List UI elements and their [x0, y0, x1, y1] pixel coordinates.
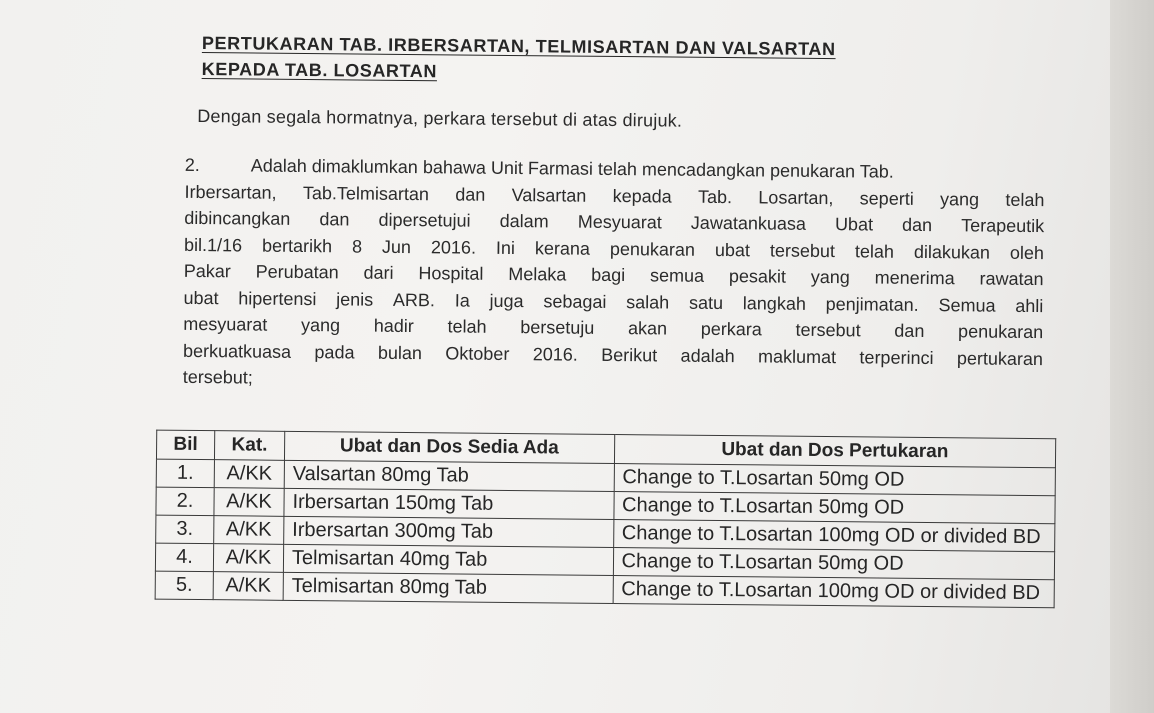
- document-title: [202, 30, 836, 88]
- paragraph-line: dibincangkan dan dipersetujui dalam Mesyuarat Jawatankuasa Ubat dan Terapeutik: [184, 207, 1045, 237]
- paragraph-line: Irbersartan, Tab.Telmisartan dan Valsartan kepada Tab. Losartan, seperti yang telah: [184, 181, 1045, 210]
- paragraph-line: Pakar Perubatan dari Hospital Melaka bagi semua pesakit yang menerima rawatan: [183, 260, 1044, 290]
- paragraph-line: tersebut;: [182, 366, 253, 388]
- cell-kat: A/KK: [214, 516, 284, 545]
- cell-bil: 1.: [156, 459, 214, 488]
- paragraph-line: ubat hipertensi jenis ARB. Ia juga sebagai salah satu langkah penjimatan. Semua ahli: [183, 287, 1044, 316]
- header-bil: Bil: [156, 430, 214, 460]
- cell-replacement: Change to T.Losartan 50mg OD: [613, 491, 1055, 523]
- paragraph-line: bil.1/16 bertarikh 8 Jun 2016. Ini kerana penukaran ubat tersebut telah dilakukan oleh: [183, 234, 1045, 263]
- paragraph-2: [183, 152, 1045, 399]
- cell-bil: 3.: [156, 515, 214, 544]
- cell-current-drug: Valsartan 80mg Tab: [284, 460, 614, 491]
- paragraph-text: Adalah dimaklumkan bahawa Unit Farmasi telah mencadangkan penukaran Tab.: [250, 155, 894, 182]
- cell-kat: A/KK: [214, 460, 284, 489]
- title-line-2: KEPADA TAB. LOSARTAN: [201, 59, 438, 82]
- cell-current-drug: Irbersartan 300mg Tab: [284, 516, 614, 547]
- cell-bil: 2.: [156, 487, 214, 516]
- header-ubat-pertukaran: Ubat dan Dos Pertukaran: [614, 434, 1056, 467]
- cell-bil: 4.: [155, 543, 213, 572]
- cell-replacement: Change to T.Losartan 50mg OD: [613, 547, 1055, 579]
- salutation: Dengan segala hormatnya, perkara tersebut di atas dirujuk.: [197, 105, 683, 131]
- cell-kat: A/KK: [213, 544, 283, 573]
- cell-kat: A/KK: [214, 488, 284, 517]
- cell-bil: 5.: [155, 571, 213, 600]
- conversion-table-wrapper: [155, 430, 1057, 609]
- cell-replacement: Change to T.Losartan 50mg OD: [614, 463, 1056, 495]
- header-kat: Kat.: [214, 431, 284, 461]
- title-line-1: PERTUKARAN TAB. IRBERSARTAN, TELMISARTAN DAN VALSARTAN: [201, 33, 836, 60]
- cell-current-drug: Irbersartan 150mg Tab: [284, 488, 614, 519]
- cell-current-drug: Telmisartan 40mg Tab: [283, 544, 613, 575]
- paragraph-line: berkuatkuasa pada bulan Oktober 2016. Berikut adalah maklumat terperinci pertukaran: [182, 340, 1044, 369]
- cell-current-drug: Telmisartan 80mg Tab: [283, 572, 613, 603]
- cell-replacement: Change to T.Losartan 100mg OD or divided BD: [613, 519, 1055, 551]
- paragraph-line: mesyuarat yang hadir telah bersetuju akan perkara tersebut dan penukaran: [183, 313, 1044, 343]
- header-ubat-sedia-ada: Ubat dan Dos Sedia Ada: [284, 431, 614, 463]
- paragraph-number: 2.: [184, 154, 200, 176]
- cell-kat: A/KK: [213, 572, 283, 601]
- conversion-table: [155, 430, 1057, 609]
- cell-replacement: Change to T.Losartan 100mg OD or divided BD: [613, 575, 1055, 607]
